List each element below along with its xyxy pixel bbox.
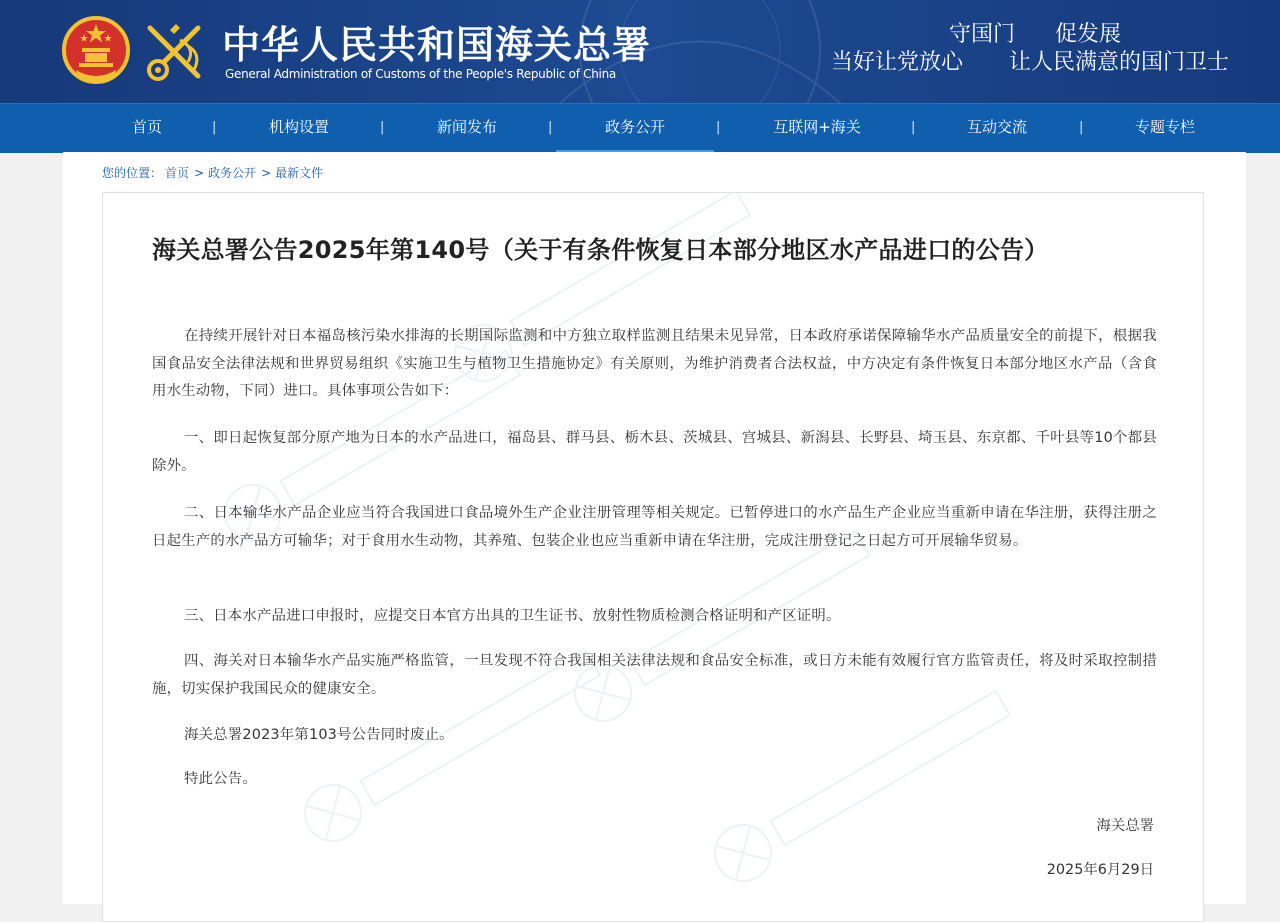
article-container	[102, 192, 1204, 922]
breadcrumb-separator: >	[194, 166, 205, 180]
breadcrumb-home-link[interactable]: 首页	[165, 166, 190, 180]
site-subtitle-english: General Administration of Customs of the People's Republic of China	[225, 67, 616, 81]
article-paragraph-closing: 特此公告。	[184, 771, 257, 787]
customs-badge-icon	[140, 18, 210, 86]
article-paragraph-item-4: 四、海关对日本输华水产品实施严格监管，一旦发现不符合我国相关法律法规和食品安全标准，或日方未能有效履行官方监管责任，将及时采取控制措施，切实保护我国民众的健康安全。	[152, 653, 1157, 697]
article-paragraph-item-3: 三、日本水产品进口申报时，应提交日本官方出具的卫生证书、放射性物质检测合格证明和产区证明。	[184, 608, 841, 624]
nav-item-interaction[interactable]: 互动交流	[966, 118, 1027, 136]
site-header	[0, 0, 1280, 103]
article-paragraph-repeal: 海关总署2023年第103号公告同时废止。	[184, 727, 454, 743]
slogan-line-2a: 当好让党放心	[831, 50, 964, 75]
breadcrumb	[102, 164, 326, 181]
article-title: 海关总署公告2025年第140号（关于有条件恢复日本部分地区水产品进口的公告）	[152, 236, 1049, 264]
main-nav	[0, 103, 1280, 153]
article-date: 2025年6月29日	[1046, 862, 1154, 878]
article-signature: 海关总署	[1096, 818, 1154, 834]
nav-separator: |	[716, 120, 721, 135]
nav-item-special-topics[interactable]: 专题专栏	[1134, 118, 1195, 136]
nav-separator: |	[380, 120, 385, 135]
watermark-pattern	[103, 193, 1204, 922]
slogan-line-2b: 让人民满意的国门卫士	[1009, 50, 1230, 75]
nav-item-government-affairs[interactable]: 政务公开	[556, 104, 714, 153]
nav-item-organization[interactable]: 机构设置	[268, 118, 329, 136]
breadcrumb-separator: >	[261, 166, 272, 180]
slogan-line-1b: 促发展	[1055, 22, 1122, 47]
article-paragraph-item-1: 一、即日起恢复部分原产地为日本的水产品进口，福岛县、群马县、栃木县、茨城县、宫城县、新潟县、长野县、埼玉县、东京都、千叶县等10个都县除外。	[152, 430, 1157, 474]
nav-separator: |	[1079, 120, 1084, 135]
article-paragraph-intro: 在持续开展针对日本福岛核污染水排海的长期国际监测和中方独立取样监测且结果未见异常，日本政府承诺保障输华水产品质量安全的前提下，根据我国食品安全法律法规和世界贸易组织《实施卫生与植物卫生措施协定》有关原则，为维护消费者合法权益，中方决定有条件恢复日本部分地区水产品（含食用水生动物，下同）进口。具体事项公告如下：	[152, 328, 1157, 399]
breadcrumb-latest-documents-link[interactable]: 最新文件	[275, 166, 324, 180]
article-paragraph-item-2: 二、日本输华水产品企业应当符合我国进口食品境外生产企业注册管理等相关规定。已暂停进口的水产品生产企业应当重新申请在华注册，获得注册之日起生产的水产品方可输华；对于食用水生动物，其养殖、包装企业也应当重新申请在华注册，完成注册登记之日起方可开展输华贸易。	[152, 505, 1157, 549]
breadcrumb-government-affairs-link[interactable]: 政务公开	[208, 166, 257, 180]
nav-separator: |	[911, 120, 916, 135]
nav-item-news[interactable]: 新闻发布	[436, 118, 497, 136]
national-emblem-icon	[62, 16, 130, 86]
nav-item-home[interactable]: 首页	[131, 118, 162, 136]
nav-item-internet-customs[interactable]: 互联网+海关	[773, 118, 861, 136]
breadcrumb-prefix: 您的位置：	[102, 166, 163, 180]
site-title[interactable]: 中华人民共和国海关总署	[222, 22, 652, 67]
nav-separator: |	[548, 120, 553, 135]
nav-separator: |	[212, 120, 217, 135]
slogan-line-1a: 守国门	[949, 22, 1016, 47]
